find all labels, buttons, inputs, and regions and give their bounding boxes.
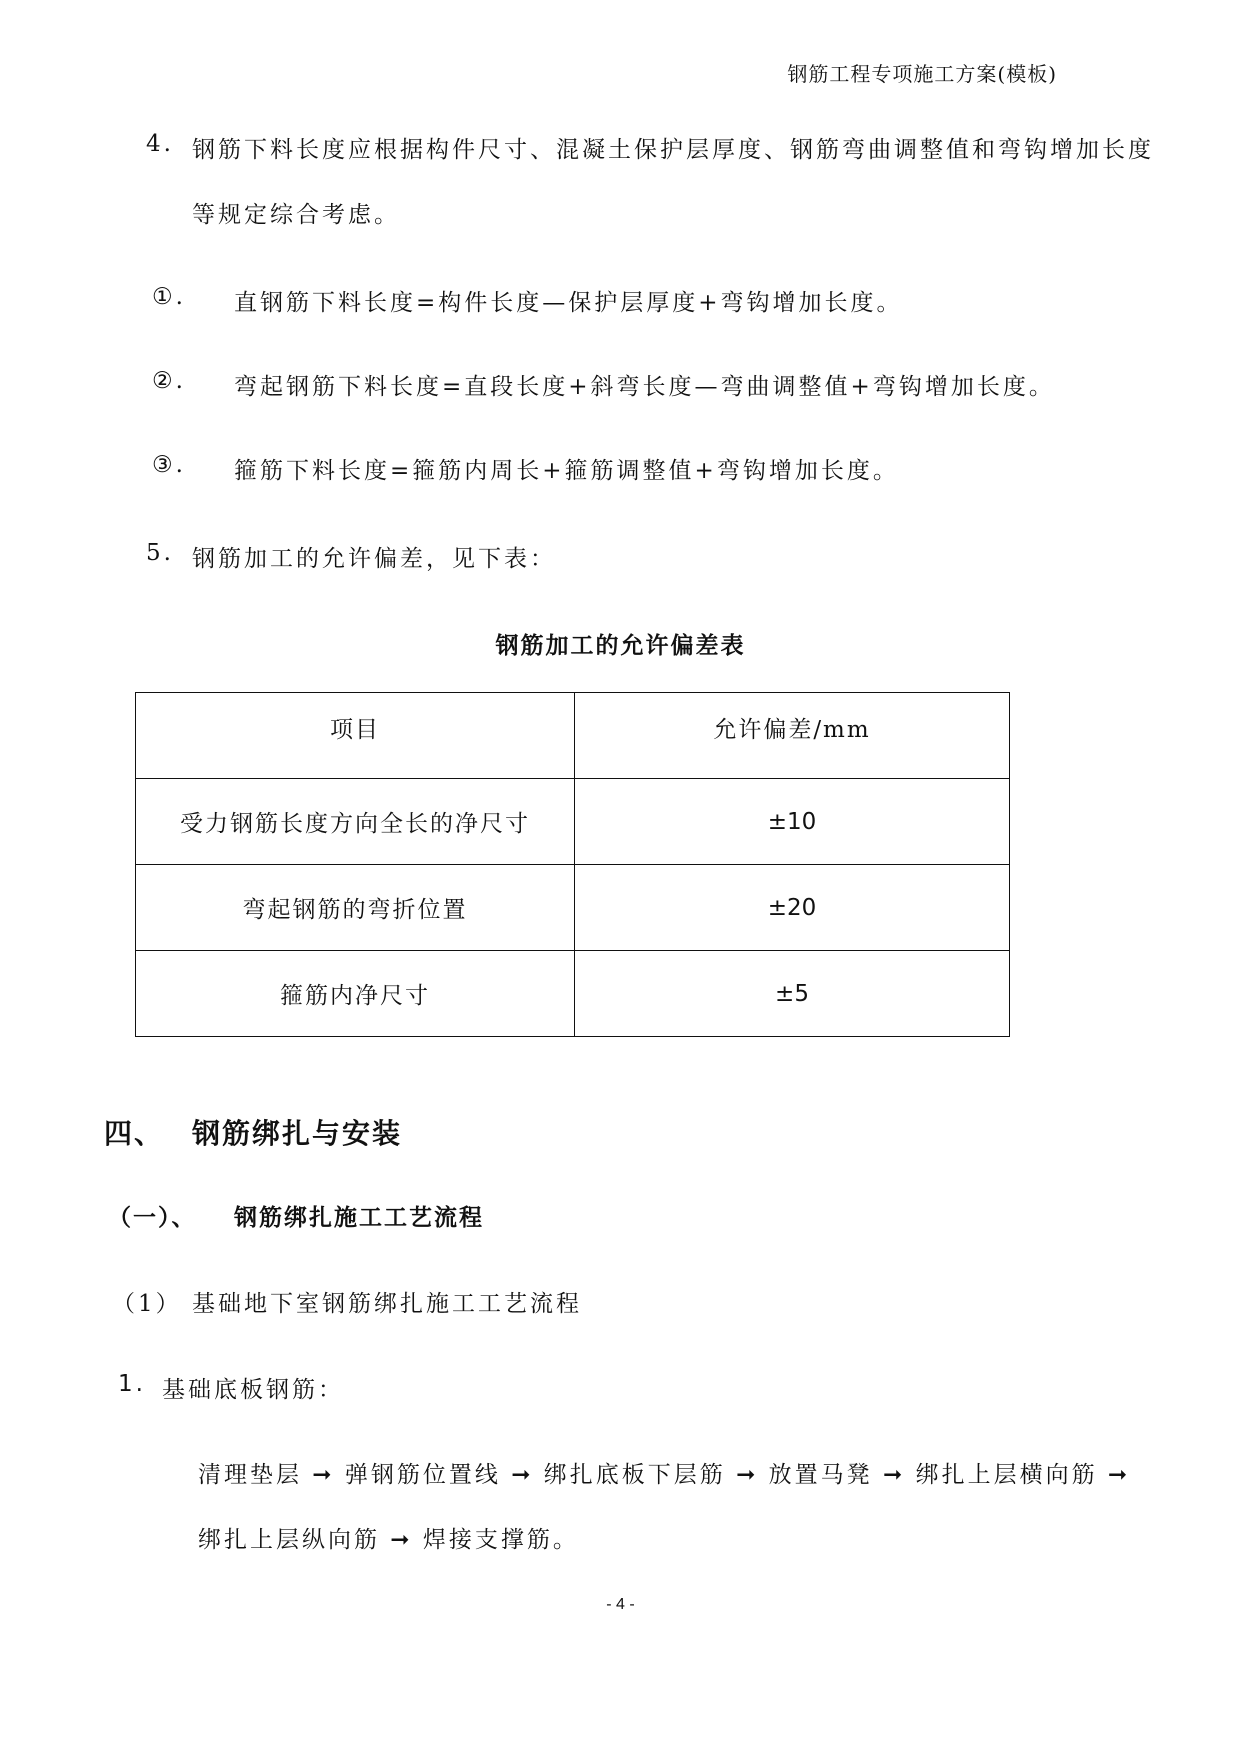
flow-line-2: 绑扎上层纵向筋 ➞ 焊接支撑筋。 xyxy=(198,1527,579,1553)
item-5-number: 5. xyxy=(146,540,174,566)
subsection-1-number: （一）、 xyxy=(108,1204,197,1231)
flow-line-1: 清理垫层 ➞ 弹钢筋位置线 ➞ 绑扎底板下层筋 ➞ 放置马凳 ➞ 绑扎上层横向筋 ➞ xyxy=(198,1462,1131,1488)
table-cell-item: 受力钢筋长度方向全长的净尺寸 xyxy=(136,779,575,865)
subsection-1-title: 钢筋绑扎施工工艺流程 xyxy=(234,1204,484,1231)
table-row xyxy=(136,865,1010,951)
subitem-3-marker: ③. xyxy=(152,452,186,478)
para-1-text: 基础地下室钢筋绑扎施工工艺流程 xyxy=(192,1291,582,1317)
step-1-number: 1. xyxy=(118,1371,146,1397)
table-row xyxy=(136,779,1010,865)
section-4-number: 四、 xyxy=(104,1117,165,1150)
page-number: - 4 - xyxy=(606,1596,635,1613)
subitem-3-text: 箍筋下料长度=箍筋内周长+箍筋调整值+弯钩增加长度。 xyxy=(234,458,899,484)
table-title: 钢筋加工的允许偏差表 xyxy=(495,632,746,659)
page-header: 钢筋工程专项施工方案(模板) xyxy=(787,62,1057,86)
table-header-item: 项目 xyxy=(136,693,575,779)
subitem-2-marker: ②. xyxy=(152,368,186,394)
tolerance-table xyxy=(135,692,1010,1037)
step-1-text: 基础底板钢筋： xyxy=(162,1377,344,1403)
subitem-1-text: 直钢筋下料长度=构件长度—保护层厚度+弯钩增加长度。 xyxy=(234,290,903,316)
table-header-row xyxy=(136,693,1010,779)
subitem-1-marker: ①. xyxy=(152,284,186,310)
item-4-line1: 钢筋下料长度应根据构件尺寸、混凝土保护层厚度、钢筋弯曲调整值和弯钩增加长度 xyxy=(192,137,1154,163)
item-4-number: 4. xyxy=(146,131,174,157)
subitem-2-text: 弯起钢筋下料长度=直段长度+斜弯长度—弯曲调整值+弯钩增加长度。 xyxy=(234,374,1055,400)
table-cell-item: 箍筋内净尺寸 xyxy=(136,951,575,1037)
table-row xyxy=(136,951,1010,1037)
para-1-number: （1） xyxy=(112,1291,182,1317)
table-cell-item: 弯起钢筋的弯折位置 xyxy=(136,865,575,951)
item-5-text: 钢筋加工的允许偏差，见下表： xyxy=(192,546,556,572)
table-cell-value: ±5 xyxy=(575,951,1010,1037)
table-cell-value: ±20 xyxy=(575,865,1010,951)
table-header-tolerance: 允许偏差/mm xyxy=(575,693,1010,779)
table-cell-value: ±10 xyxy=(575,779,1010,865)
section-4-title: 钢筋绑扎与安装 xyxy=(192,1117,403,1150)
item-4-line2: 等规定综合考虑。 xyxy=(192,202,400,228)
